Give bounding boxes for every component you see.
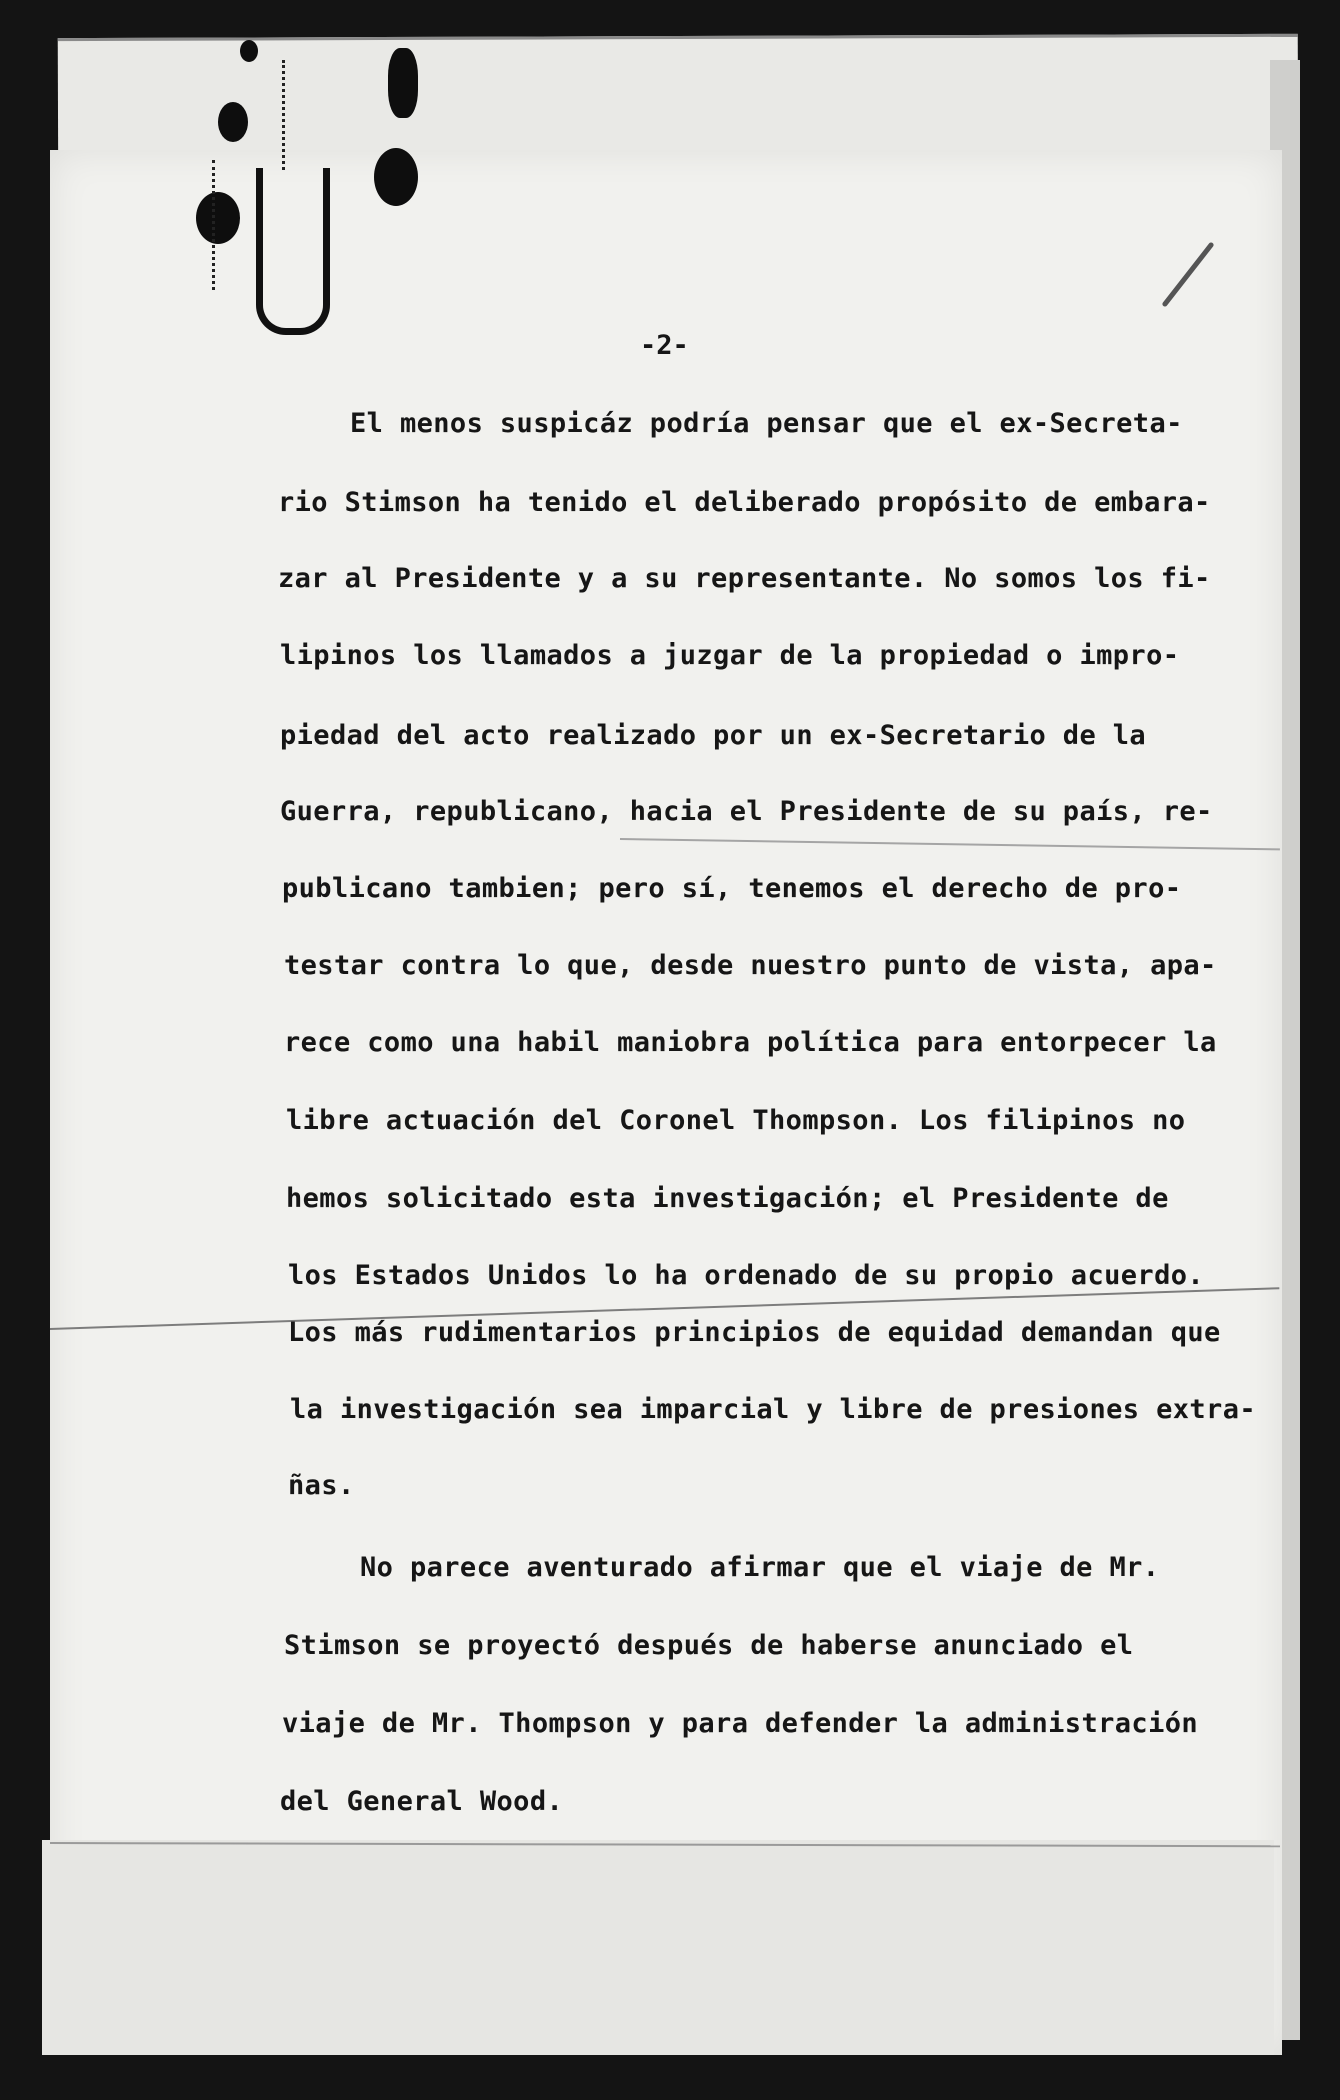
text-line: Guerra, republicano, hacia el Presidente de su país, re- xyxy=(280,796,1213,827)
text-line: No parece aventurado afirmar que el viaje de Mr. xyxy=(360,1552,1160,1583)
text-line: El menos suspicáz podría pensar que el ex-Secreta- xyxy=(350,408,1183,439)
text-line: piedad del acto realizado por un ex-Secretario de la xyxy=(280,720,1147,751)
text-line: lipinos los llamados a juzgar de la propiedad o impro- xyxy=(280,640,1180,671)
ink-blot xyxy=(218,102,248,142)
text-line: testar contra lo que, desde nuestro punto de vista, apa- xyxy=(284,950,1217,981)
ink-blot xyxy=(374,148,418,206)
text-line: publicano tambien; pero sí, tenemos el derecho de pro- xyxy=(282,873,1182,904)
text-line: rece como una habil maniobra política para entorpecer la xyxy=(284,1027,1217,1058)
text-line: la investigación sea imparcial y libre de presiones extra- xyxy=(290,1394,1257,1425)
page-number: -2- xyxy=(640,330,689,361)
text-line: libre actuación del Coronel Thompson. Los filipinos no xyxy=(286,1105,1186,1136)
ink-blot xyxy=(240,40,258,62)
ink-blot xyxy=(388,48,418,118)
text-line: Los más rudimentarios principios de equidad demandan que xyxy=(288,1317,1221,1348)
text-line: viaje de Mr. Thompson y para defender la administración xyxy=(282,1708,1199,1739)
text-line: ñas. xyxy=(288,1470,355,1501)
ink-dotted-line xyxy=(212,160,215,290)
text-line: Stimson se proyectó después de haberse anunciado el xyxy=(284,1630,1134,1661)
text-line: hemos solicitado esta investigación; el Presidente de xyxy=(286,1183,1169,1214)
paper-lower-fold xyxy=(42,1840,1274,2055)
ink-hook-mark xyxy=(256,168,330,335)
text-line: los Estados Unidos lo ha ordenado de su propio acuerdo. xyxy=(288,1260,1205,1291)
ink-blot xyxy=(196,192,240,244)
text-line: zar al Presidente y a su representante. No somos los fi- xyxy=(278,563,1211,594)
text-line: rio Stimson ha tenido el deliberado propósito de embara- xyxy=(278,487,1211,518)
text-line: del General Wood. xyxy=(280,1786,564,1817)
ink-dotted-line xyxy=(282,60,285,170)
